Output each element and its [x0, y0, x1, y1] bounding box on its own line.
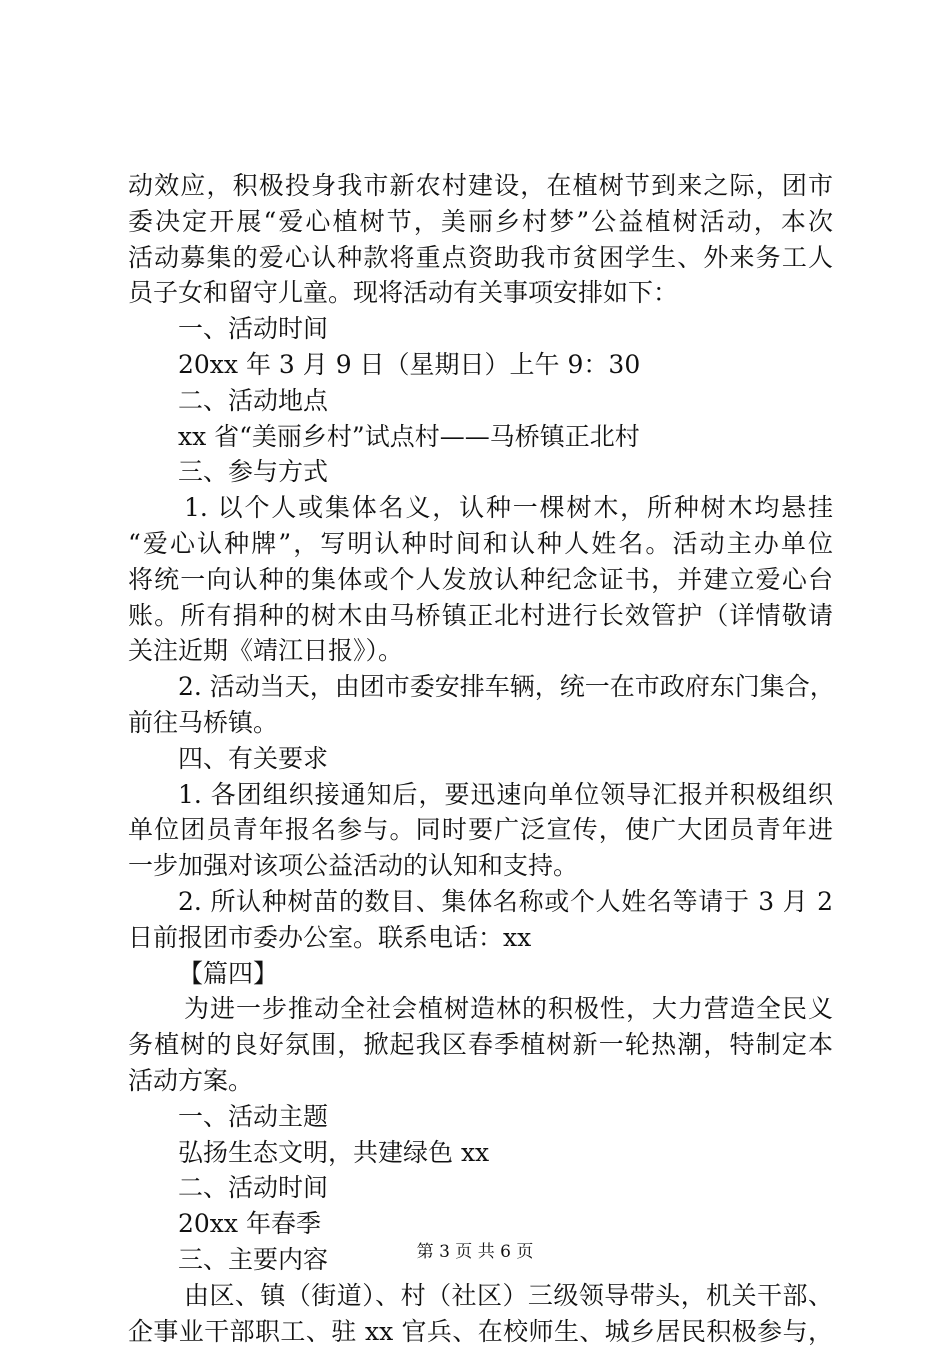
text-line: 20xx 年 3 月 9 日（星期日）上午 9：30 [128, 347, 833, 383]
text-line: 企事业干部职工、驻 xx 官兵、在校师生、城乡居民积极参与， [128, 1314, 833, 1349]
section-heading: 四、有关要求 [128, 741, 833, 777]
section-heading: 一、活动时间 [128, 311, 833, 347]
text-line: 单位团员青年报名参与。同时要广泛宣传，使广大团员青年进 [128, 812, 833, 848]
section-heading: 一、活动主题 [128, 1099, 833, 1135]
text-line: 务植树的良好氛围，掀起我区春季植树新一轮热潮，特制定本 [128, 1027, 833, 1063]
section-heading: 二、活动时间 [128, 1170, 833, 1206]
section-heading: 二、活动地点 [128, 383, 833, 419]
text-line: 关注近期《靖江日报》）。 [128, 633, 833, 669]
text-line: 委决定开展“爱心植树节，美丽乡村梦”公益植树活动，本次 [128, 204, 833, 240]
text-line: 活动募集的爱心认种款将重点资助我市贫困学生、外来务工人 [128, 240, 833, 276]
text-line: 1. 各团组织接通知后，要迅速向单位领导汇报并积极组织 [128, 777, 833, 813]
text-line: 1. 以个人或集体名义，认种一棵树木，所种树木均悬挂 [128, 490, 833, 526]
text-line: 弘扬生态文明，共建绿色 xx [128, 1135, 833, 1171]
text-line: “爱心认种牌”，写明认种时间和认种人姓名。活动主办单位 [128, 526, 833, 562]
section-title: 【篇四】 [128, 956, 833, 992]
text-line: 2. 所认种树苗的数目、集体名称或个人姓名等请于 3 月 2 [128, 884, 833, 920]
text-line: 员子女和留守儿童。现将活动有关事项安排如下： [128, 275, 833, 311]
text-line: 2. 活动当天，由团市委安排车辆，统一在市政府东门集合， [128, 669, 833, 705]
section-heading: 三、主要内容 [128, 1242, 833, 1278]
text-line: 动效应，积极投身我市新农村建设，在植树节到来之际，团市 [128, 168, 833, 204]
text-line: 前往马桥镇。 [128, 705, 833, 741]
document-body [128, 168, 833, 1349]
text-line: 日前报团市委办公室。联系电话：xx [128, 920, 833, 956]
text-line: 账。所有捐种的树木由马桥镇正北村进行长效管护（详情敬请 [128, 598, 833, 634]
text-line: xx 省“美丽乡村”试点村——马桥镇正北村 [128, 419, 833, 455]
text-line: 一步加强对该项公益活动的认知和支持。 [128, 848, 833, 884]
text-line: 将统一向认种的集体或个人发放认种纪念证书，并建立爱心台 [128, 562, 833, 598]
page-footer: 第 3 页 共 6 页 [0, 1240, 950, 1264]
section-heading: 三、参与方式 [128, 454, 833, 490]
text-line: 由区、镇（街道）、村（社区）三级领导带头，机关干部、 [128, 1278, 833, 1314]
text-line: 活动方案。 [128, 1063, 833, 1099]
text-line: 为进一步推动全社会植树造林的积极性，大力营造全民义 [128, 991, 833, 1027]
text-line: 20xx 年春季 [128, 1206, 833, 1242]
